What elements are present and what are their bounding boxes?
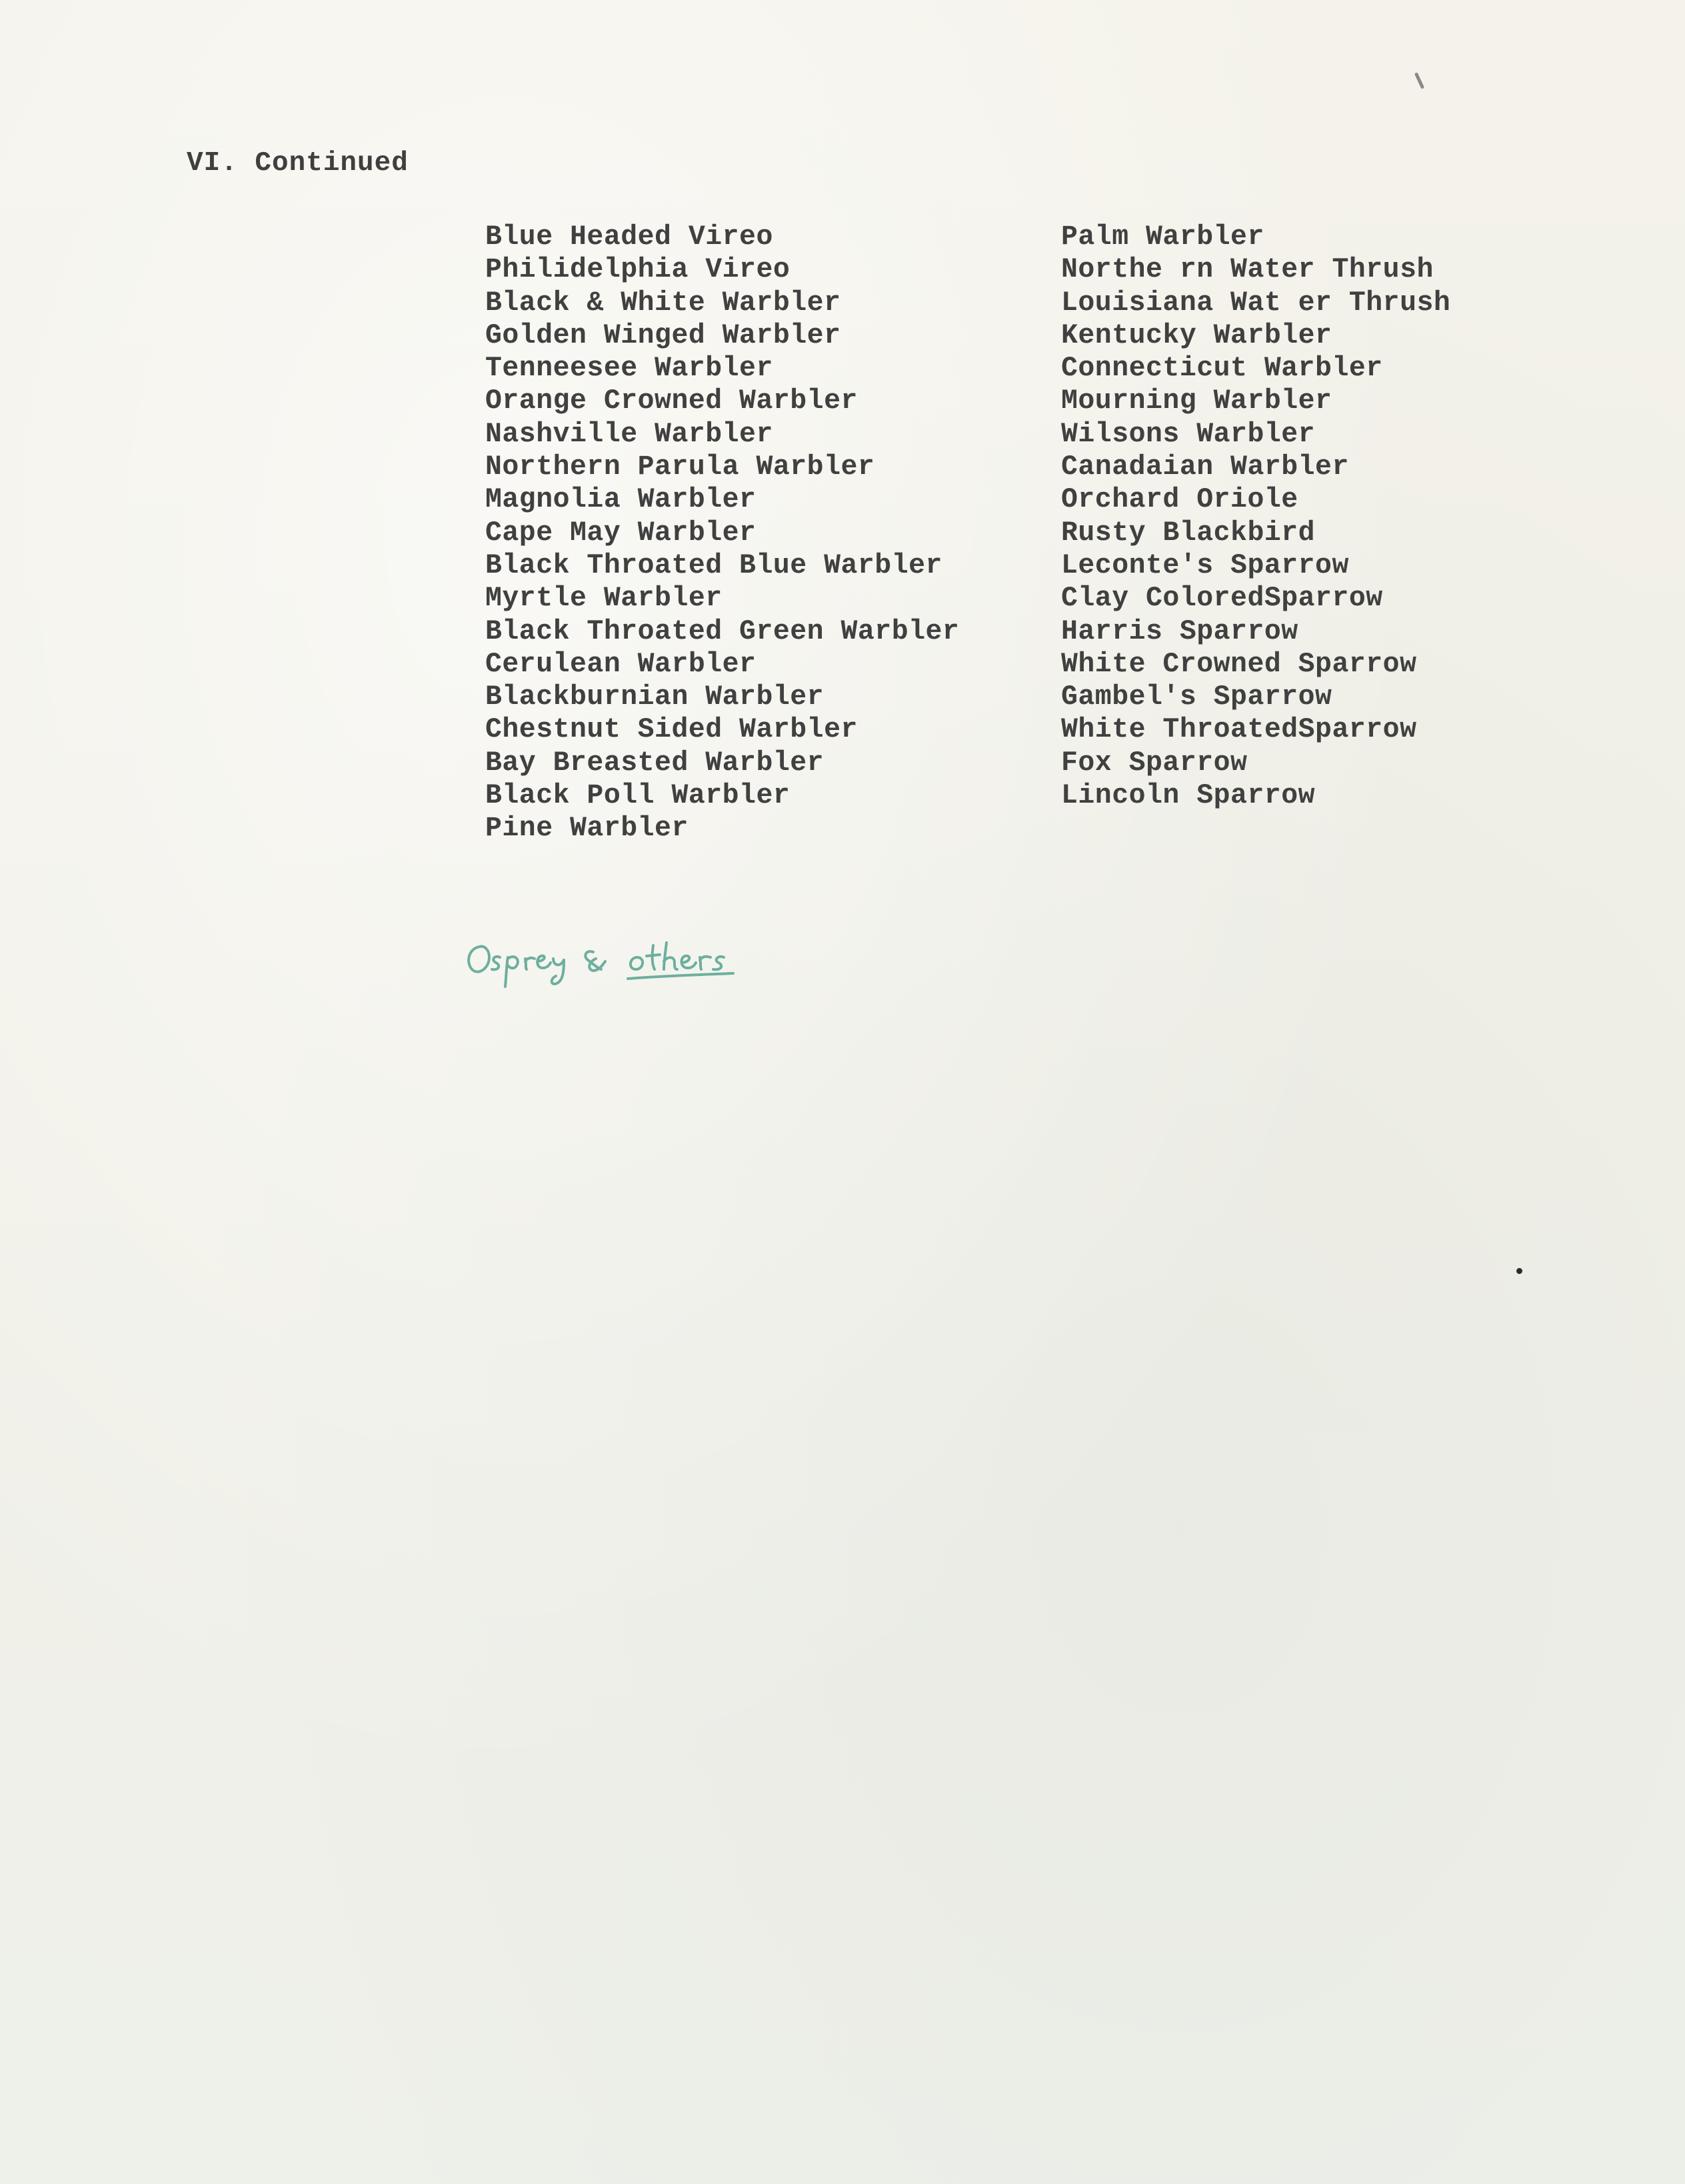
bird-list-item: Leconte's Sparrow	[1061, 549, 1349, 581]
bird-list-item: Black & White Warbler	[485, 287, 841, 319]
bird-list-item: Harris Sparrow	[1061, 615, 1298, 647]
bird-list-item: Cape May Warbler	[485, 517, 757, 549]
bird-list-item: Black Throated Blue Warbler	[485, 549, 942, 581]
handwritten-note	[460, 920, 833, 993]
bird-list-item: Orchard Oriole	[1061, 484, 1298, 516]
bird-list-item: Northern Parula Warbler	[485, 451, 875, 483]
bird-list-item: Kentucky Warbler	[1061, 319, 1332, 351]
bird-list-item: Connecticut Warbler	[1061, 353, 1383, 385]
bird-list-item: Bay Breasted Warbler	[485, 747, 825, 779]
bird-list-item: Black Throated Green Warbler	[485, 615, 960, 647]
bird-list-item: Golden Winged Warbler	[485, 319, 841, 351]
bird-list-item: Philidelphia Vireo	[485, 254, 791, 286]
bird-list-item: Cerulean Warbler	[485, 648, 757, 680]
bird-list-item: Blackburnian Warbler	[485, 681, 825, 713]
bird-list-item: Wilsons Warbler	[1061, 418, 1316, 450]
bird-list-item: Blue Headed Vireo	[485, 221, 773, 253]
bird-list-item: Lincoln Sparrow	[1061, 780, 1316, 812]
bird-list-item: Northe rn Water Thrush	[1061, 254, 1434, 286]
bird-list-item: Myrtle Warbler	[485, 583, 723, 615]
section-heading: VI. Continued	[187, 148, 409, 179]
bird-list-item: Louisiana Wat er Thrush	[1061, 287, 1451, 319]
bird-list-item: Nashville Warbler	[485, 418, 773, 450]
bird-list-item: Palm Warbler	[1061, 221, 1264, 253]
bird-list-item: Fox Sparrow	[1061, 747, 1248, 779]
bird-list-left	[485, 221, 959, 845]
bird-list-item: Magnolia Warbler	[485, 484, 757, 516]
bird-list-item: Tenneesee Warbler	[485, 353, 773, 385]
bird-list-item: White Crowned Sparrow	[1061, 648, 1417, 680]
bird-list-item: Pine Warbler	[485, 813, 689, 845]
paper-speck	[1414, 72, 1425, 89]
bird-list-item: Mourning Warbler	[1061, 385, 1332, 417]
bird-list-item: Orange Crowned Warbler	[485, 385, 858, 417]
bird-list-item: Clay ColoredSparrow	[1061, 583, 1383, 615]
bird-list-right	[1061, 221, 1450, 812]
paper-speck	[1516, 1268, 1522, 1274]
bird-list-item: Rusty Blackbird	[1061, 517, 1316, 549]
bird-list-item: Gambel's Sparrow	[1061, 681, 1332, 713]
bird-list-item: Chestnut Sided Warbler	[485, 714, 858, 746]
bird-list-item: Black Poll Warbler	[485, 780, 791, 812]
bird-list-item: Canadaian Warbler	[1061, 451, 1349, 483]
bird-list-item: White ThroatedSparrow	[1061, 714, 1417, 746]
